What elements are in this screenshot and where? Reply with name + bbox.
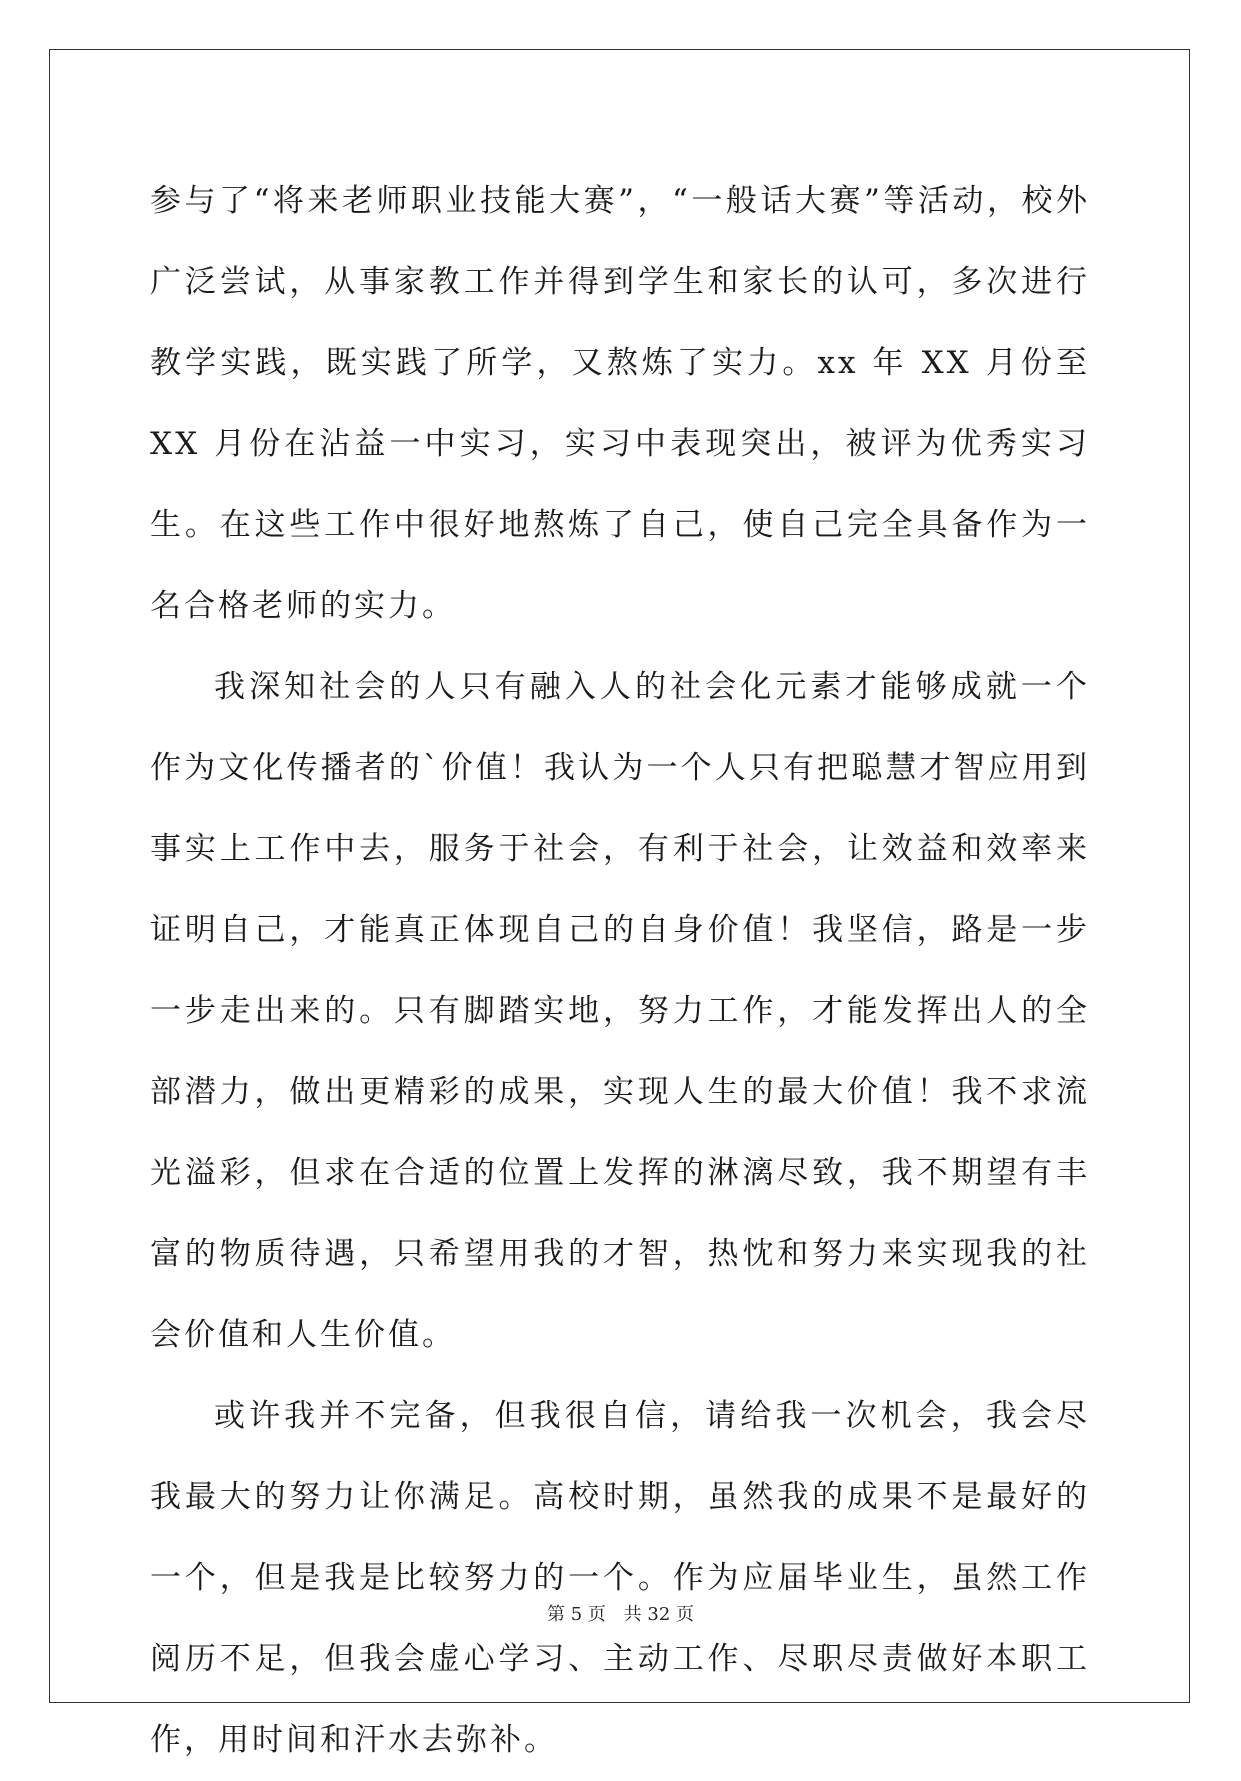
- current-page-number: 第 5 页: [547, 1604, 606, 1625]
- page-footer: [0, 1600, 1241, 1626]
- document-body: [150, 161, 1090, 1781]
- total-pages: 共 32 页: [623, 1604, 694, 1625]
- paragraph-1: 参与了“将来老师职业技能大赛”，“一般话大赛”等活动，校外广泛尝试，从事家教工作并得到学生和家长的认可，多次进行教学实践，既实践了所学，又熬炼了实力。xx 年 XX 月份至 XX 月份在沾益一中实习，实习中表现突出，被评为优秀实习生。在这些工作中很好地熬炼了自己，使自己完全具备作为一名合格老师的实力。: [150, 183, 1090, 624]
- paragraph-2: 我深知社会的人只有融入人的社会化元素才能够成就一个作为文化传播者的`价值！我认为一个人只有把聪慧才智应用到事实上工作中去，服务于社会，有利于社会，让效益和效率来证明自己，才能真正体现自己的自身价值！我坚信，路是一步一步走出来的。只有脚踏实地，努力工作，才能发挥出人的全部潜力，做出更精彩的成果，实现人生的最大价值！我不求流光溢彩，但求在合适的位置上发挥的淋漓尽致，我不期望有丰富的物质待遇，只希望用我的才智，热忱和努力来实现我的社会价值和人生价值。: [150, 669, 1090, 1353]
- paragraph-3: 或许我并不完备，但我很自信，请给我一次机会，我会尽我最大的努力让你满足。高校时期，虽然我的成果不是最好的一个，但是我是比较努力的一个。作为应届毕业生，虽然工作阅历不足，但我会虚心学习、主动工作、尽职尽责做好本职工作，用时间和汗水去弥补。: [150, 1398, 1090, 1758]
